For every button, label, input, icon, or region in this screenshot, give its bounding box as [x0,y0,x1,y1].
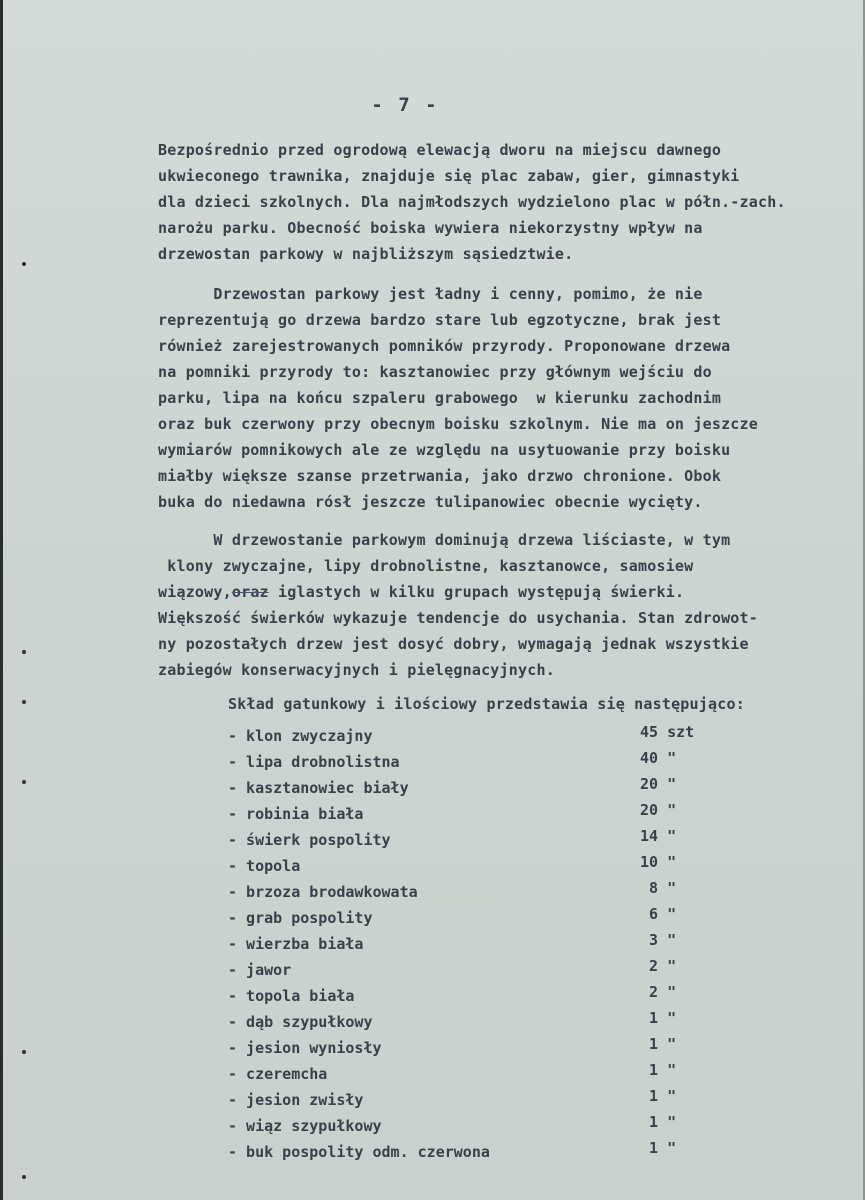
species-name: - topola [228,857,301,875]
text-line: wymiarów pomnikowych ale ze względu na usytuowanie przy boisku [158,441,731,459]
species-name: - kasztanowiec biały [228,779,409,797]
text-line-with-correction [158,582,684,602]
text-line: parku, lipa na końcu szpaleru grabowego w kierunku zachodnim [158,389,722,407]
species-name: - wiąz szypułkowy [228,1117,382,1135]
species-quantity: 20 " [640,775,677,793]
species-name: - czeremcha [228,1065,328,1083]
scan-left-edge [0,0,3,1200]
list-intro: Skład gatunkowy i ilościowy przedstawia się następująco: [228,695,745,713]
text-fragment: iglastych w kilku grupach występują świerki. [268,583,685,601]
species-quantity: 8 " [640,879,677,897]
species-name: - jesion zwisły [228,1091,364,1109]
species-quantity: 6 " [640,905,677,923]
species-name: - topola biała [228,987,355,1005]
text-line: na pomniki przyrody to: kasztanowiec przy głównym wejściu do [158,363,712,381]
species-name: - lipa drobnolistna [228,753,400,771]
species-name: - jesion wyniosły [228,1039,382,1057]
text-line: Bezpośrednio przed ogrodową elewacją dworu na miejscu dawnego [158,141,722,159]
text-line: ukwieconego trawnika, znajduje się plac zabaw, gier, gimnastyki [158,167,740,185]
binding-mark [22,262,26,266]
species-quantity: 1 " [640,1139,677,1157]
binding-mark [22,1175,26,1179]
species-quantity: 10 " [640,853,677,871]
species-name: - dąb szypułkowy [228,1013,373,1031]
species-quantity: 14 " [640,827,677,845]
text-fragment: wiązowy, [158,583,232,601]
species-name: - robinia biała [228,805,364,823]
species-quantity: 1 " [640,1035,677,1053]
species-name: - jawor [228,961,292,979]
page-number: - 7 - [371,94,439,116]
text-line: W drzewostanie parkowym dominują drzewa liściaste, w tym [158,531,731,549]
species-quantity: 3 " [640,931,677,949]
species-name: - świerk pospolity [228,831,391,849]
species-quantity: 2 " [640,957,677,975]
binding-mark [22,1050,26,1054]
species-quantity: 1 " [640,1113,677,1131]
text-line: ny pozostałych drzew jest dosyć dobry, wymagają jednak wszystkie [158,635,749,653]
text-line: zabiegów konserwacyjnych i pielęgnacyjnych. [158,661,555,679]
species-name: - brzoza brodawkowata [228,883,418,901]
text-line: klony zwyczajne, lipy drobnolistne, kasztanowce, samosiew [158,557,694,575]
text-line: narożu parku. Obecność boiska wywiera niekorzystny wpływ na [158,219,703,237]
text-line: Większość świerków wykazuje tendencje do usychania. Stan zdrowot- [158,609,758,627]
text-line: drzewostan parkowy w najbliższym sąsiedztwie. [158,245,574,263]
species-name: - buk pospolity odm. czerwona [228,1143,490,1161]
text-line: również zarejestrowanych pomników przyrody. Proponowane drzewa [158,337,731,355]
species-name: - wierzba biała [228,935,364,953]
text-line: Drzewostan parkowy jest ładny i cenny, pomimo, że nie [158,285,703,303]
species-name: - klon zwyczajny [228,727,373,745]
species-quantity: 1 " [640,1009,677,1027]
struck-word: oraz [231,583,269,601]
text-line: miałby większe szanse przetrwania, jako drzwo chronione. Obok [158,467,722,485]
text-line: reprezentują go drzewa bardzo stare lub egzotyczne, brak jest [158,311,722,329]
species-quantity: 40 " [640,749,677,767]
text-line: buka do niedawna rósł jeszcze tulipanowiec obecnie wycięty. [158,493,703,511]
species-quantity: 45 szt [640,723,695,741]
species-name: - grab pospolity [228,909,373,927]
binding-mark [22,780,26,784]
species-quantity: 1 " [640,1061,677,1079]
text-line: oraz buk czerwony przy obecnym boisku szkolnym. Nie ma on jeszcze [158,415,758,433]
species-quantity: 1 " [640,1087,677,1105]
binding-mark [22,650,26,654]
species-quantity: 2 " [640,983,677,1001]
text-line: dla dzieci szkolnych. Dla najmłodszych wydzielono plac w półn.-zach. [158,193,786,211]
binding-mark [22,700,26,704]
species-quantity: 20 " [640,801,677,819]
